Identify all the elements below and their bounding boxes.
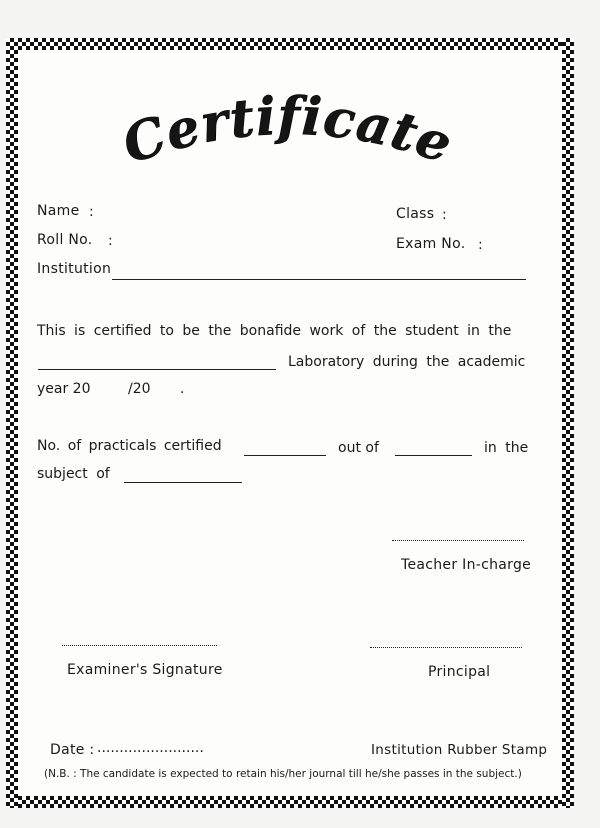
body-line-1: This is certified to be the bonafide work of the student in the bbox=[37, 323, 512, 339]
principal-sign-line bbox=[370, 647, 522, 648]
year-dot: . bbox=[180, 381, 185, 397]
border-right bbox=[562, 38, 574, 808]
stamp-label: Institution Rubber Stamp bbox=[371, 742, 548, 758]
title-text: Certificate bbox=[115, 90, 461, 176]
principal-label: Principal bbox=[428, 664, 491, 680]
year-label: year 20 bbox=[37, 381, 91, 397]
svg-text:Certificate bbox=[115, 90, 460, 176]
class-label: Class bbox=[396, 206, 435, 222]
teacher-label: Teacher In-charge bbox=[401, 557, 532, 573]
teacher-sign-line bbox=[392, 540, 524, 541]
class-colon: : bbox=[442, 207, 447, 223]
border-bottom bbox=[6, 796, 574, 808]
institution-line bbox=[112, 279, 526, 280]
year-slash: /20 bbox=[128, 381, 151, 397]
total-blank bbox=[395, 455, 472, 456]
date-dots: ........................ bbox=[97, 740, 204, 756]
name-label: Name bbox=[37, 203, 80, 219]
in-the-label: in the bbox=[484, 440, 529, 456]
examiner-sign-line bbox=[62, 645, 217, 646]
body-line-2: Laboratory during the academic bbox=[288, 354, 526, 370]
border-top bbox=[6, 38, 574, 50]
out-of-label: out of bbox=[338, 440, 379, 456]
subject-blank bbox=[124, 482, 242, 483]
nb-note: (N.B. : The candidate is expected to retain his/her journal till he/she passes in the subject.) bbox=[44, 768, 522, 780]
exam-label: Exam No. bbox=[396, 236, 466, 252]
roll-label: Roll No. bbox=[37, 232, 93, 248]
laboratory-blank bbox=[38, 369, 276, 370]
date-label: Date : bbox=[50, 742, 95, 758]
name-colon: : bbox=[89, 204, 94, 220]
institution-label: Institution bbox=[37, 261, 112, 277]
examiner-label: Examiner's Signature bbox=[67, 662, 223, 678]
certificate-title bbox=[110, 90, 470, 190]
roll-colon: : bbox=[108, 233, 113, 249]
subject-label: subject of bbox=[37, 466, 110, 482]
exam-colon: : bbox=[478, 237, 483, 253]
practicals-label: No. of practicals certified bbox=[37, 438, 222, 454]
border-left bbox=[6, 38, 18, 808]
practicals-blank bbox=[244, 455, 326, 456]
